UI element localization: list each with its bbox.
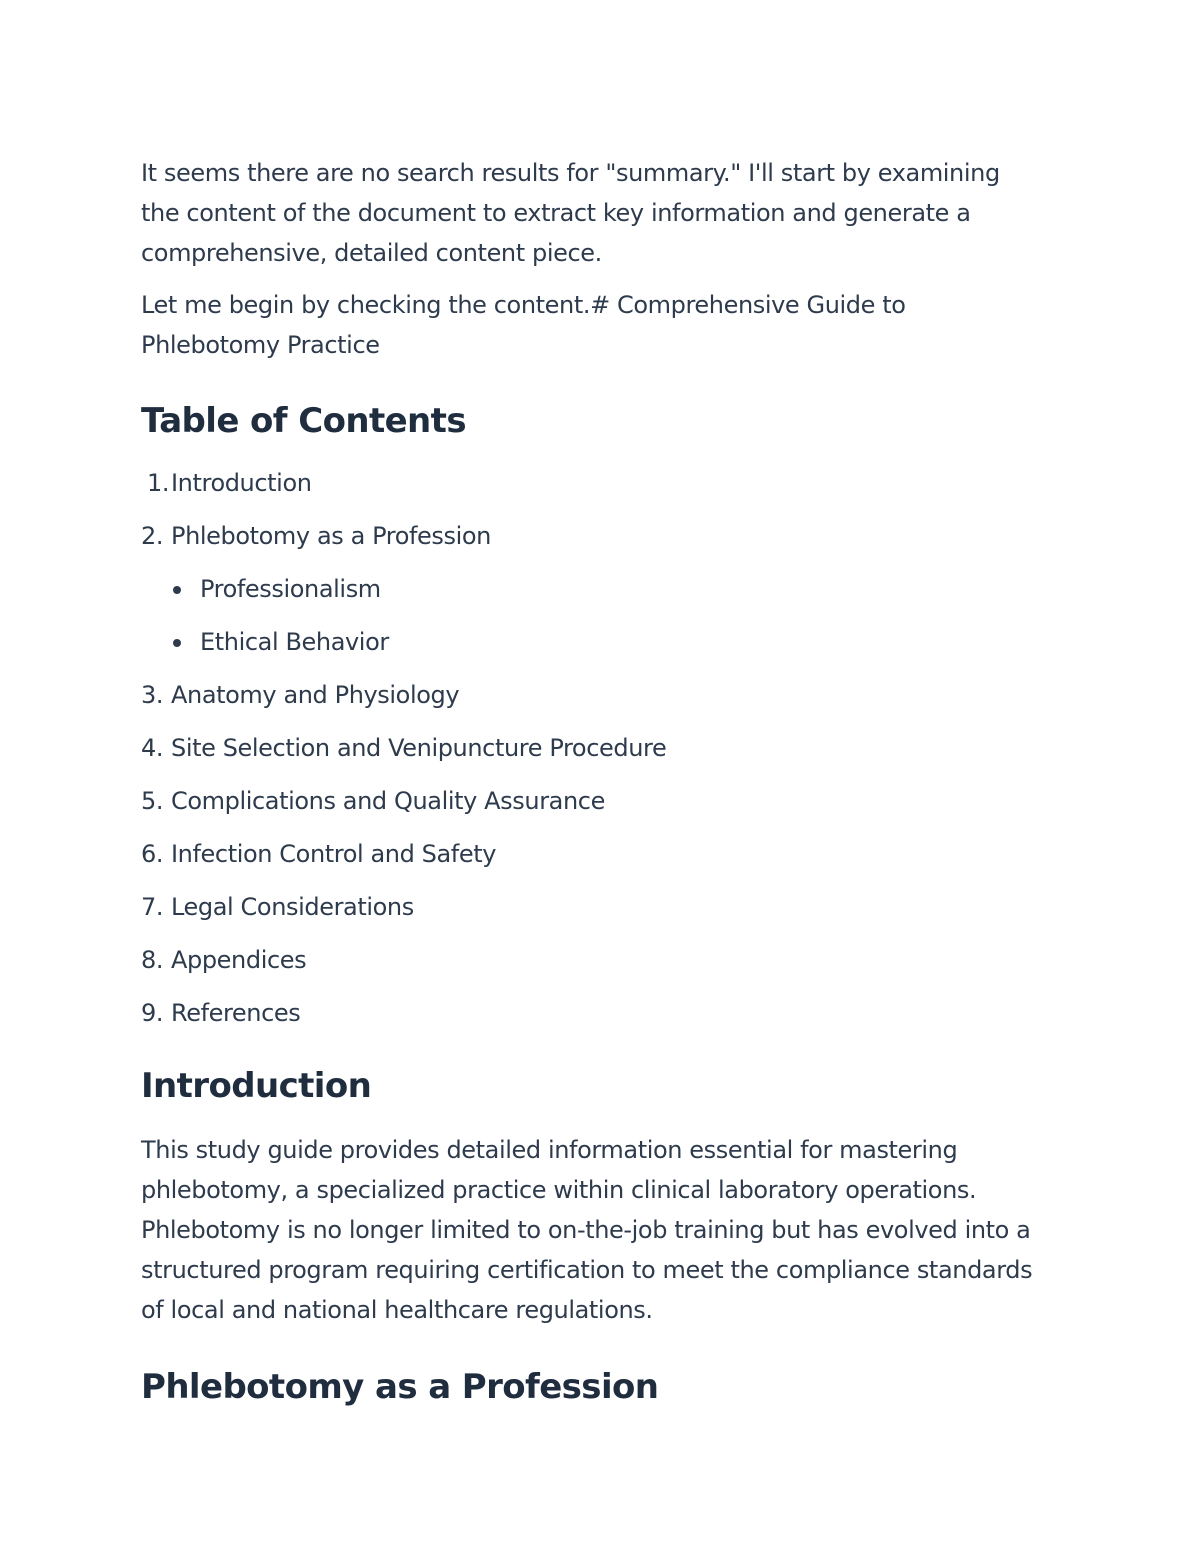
toc-subitem-label: Professionalism	[200, 575, 381, 603]
guide-title-paragraph: Let me begin by checking the content.# Comprehensive Guide to Phlebotomy Practice	[141, 291, 906, 359]
toc-item-site-selection[interactable]	[141, 728, 1041, 768]
toc-subitem-label: Ethical Behavior	[200, 628, 389, 656]
toc-item-number: 8.	[141, 946, 164, 974]
toc-item-introduction[interactable]	[141, 463, 1041, 503]
toc-item-label: Legal Considerations	[171, 893, 414, 921]
bullet-icon	[173, 639, 181, 647]
toc-sublist-container	[141, 569, 1041, 662]
toc-sublist	[141, 569, 1041, 662]
toc-item-label: Phlebotomy as a Profession	[171, 522, 491, 550]
toc-item-number: 3.	[141, 681, 164, 709]
toc-item-number: 1.	[147, 469, 170, 497]
toc-item-number: 6.	[141, 840, 164, 868]
toc-item-number: 5.	[141, 787, 164, 815]
toc-subitem-professionalism[interactable]	[141, 569, 1041, 609]
toc-item-number: 4.	[141, 734, 164, 762]
toc-item-appendices[interactable]	[141, 940, 1041, 980]
toc-item-label: Anatomy and Physiology	[171, 681, 460, 709]
toc-list	[141, 463, 1041, 1033]
toc-item-label: Site Selection and Venipuncture Procedure	[171, 734, 667, 762]
introduction-heading: Introduction	[141, 1066, 372, 1106]
toc-item-number: 2.	[141, 522, 164, 550]
profession-heading: Phlebotomy as a Profession	[141, 1367, 659, 1407]
toc-item-label: Infection Control and Safety	[171, 840, 497, 868]
toc-item-label: Appendices	[171, 946, 307, 974]
bullet-icon	[173, 586, 181, 594]
toc-item-complications[interactable]	[141, 781, 1041, 821]
toc-subitem-ethical-behavior[interactable]	[141, 622, 1041, 662]
toc-item-infection-control[interactable]	[141, 834, 1041, 874]
search-note-paragraph: It seems there are no search results for "summary." I'll start by examining the content of the document to extract key information and generate a comprehensive, detailed content piece.	[141, 159, 1000, 267]
toc-item-anatomy[interactable]	[141, 675, 1041, 715]
toc-item-label: Introduction	[171, 469, 312, 497]
toc-item-label: References	[171, 999, 301, 1027]
document-page	[141, 153, 1041, 1409]
toc-item-phlebotomy-profession[interactable]	[141, 516, 1041, 556]
toc-item-legal[interactable]	[141, 887, 1041, 927]
introduction-body: This study guide provides detailed information essential for mastering phlebotomy, a specialized practice within clinical laboratory operations. Phlebotomy is no longer limited to on-the-job training but has evolved into a structured program requiring certification to meet the compliance standards of local and national healthcare regulations.	[141, 1136, 1033, 1324]
toc-item-label: Complications and Quality Assurance	[171, 787, 605, 815]
toc-item-references[interactable]	[141, 993, 1041, 1033]
toc-item-number: 9.	[141, 999, 164, 1027]
toc-heading: Table of Contents	[141, 401, 466, 441]
toc-item-number: 7.	[141, 893, 164, 921]
